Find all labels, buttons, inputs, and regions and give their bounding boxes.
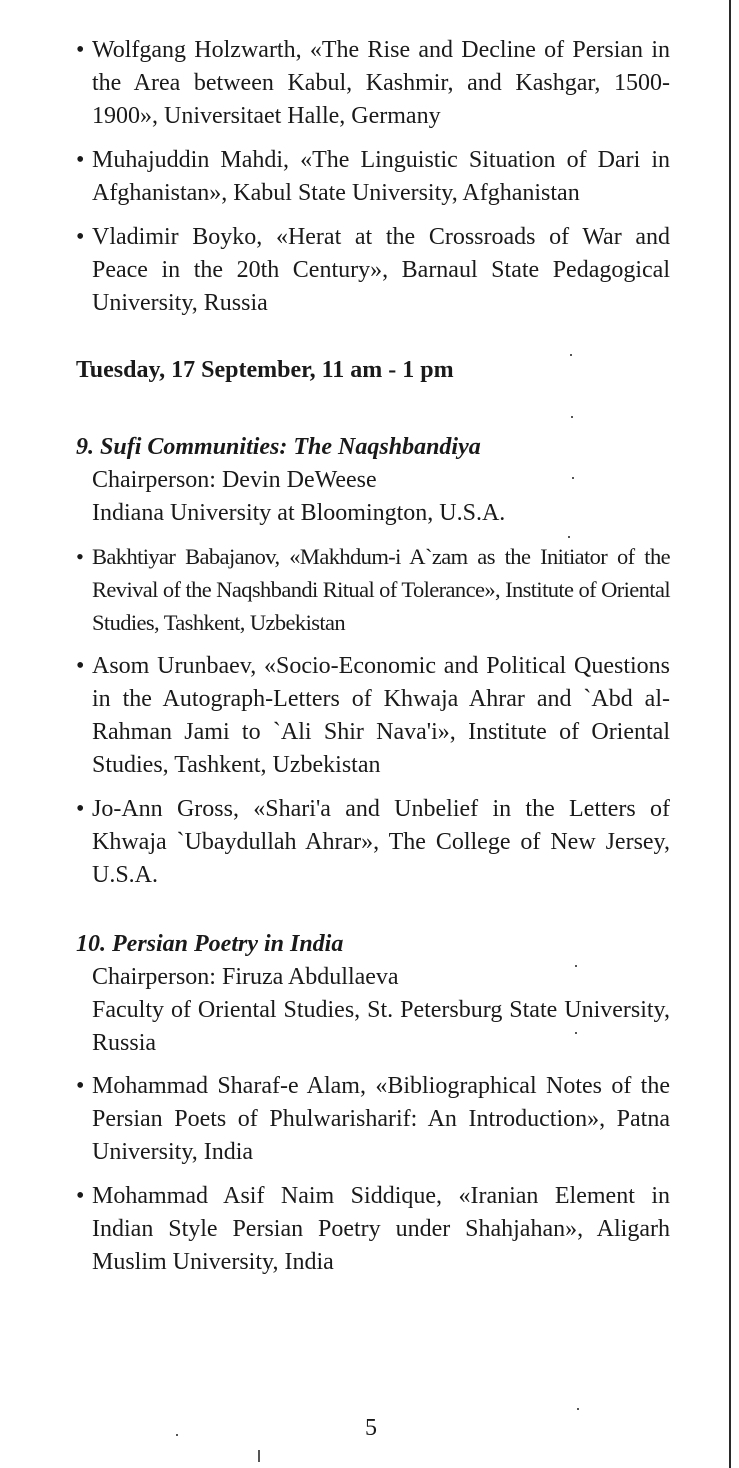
top-paper-list: [76, 34, 670, 320]
paper-text: Mohammad Asif Naim Siddique, «Iranian Element in Indian Style Persian Poetry under Shahjahan», Aligarh Muslim University, India: [92, 1183, 670, 1275]
session-title: 9. Sufi Communities: The Naqshbandiya: [76, 434, 481, 460]
session-9-papers: [76, 540, 670, 892]
scan-edge-rule: [729, 0, 731, 1468]
document-page: [76, 34, 670, 1290]
list-item: [76, 540, 670, 639]
list-item: [76, 1180, 670, 1279]
paper-text: Jo-Ann Gross, «Shari'a and Unbelief in the Letters of Khwaja `Ubaydullah Ahrar», The College of New Jersey, U.S.A.: [92, 796, 670, 888]
scan-speck: [577, 1408, 579, 1410]
paper-text: Wolfgang Holzwarth, «The Rise and Decline of Persian in the Area between Kabul, Kashmir, and Kashgar, 1500-1900», Universitaet Halle, Germany: [92, 37, 670, 129]
bullet-icon: •: [76, 1073, 85, 1099]
list-item: [76, 793, 670, 892]
list-item: [76, 34, 670, 133]
list-item: [76, 144, 670, 210]
scan-speck: [258, 1450, 260, 1462]
page-number: 5: [365, 1415, 377, 1441]
list-item: [76, 1070, 670, 1169]
session-9: [76, 431, 670, 530]
session-affiliation: Faculty of Oriental Studies, St. Petersburg State University, Russia: [92, 997, 670, 1056]
day-heading: Tuesday, 17 September, 11 am - 1 pm: [76, 357, 454, 383]
scan-speck: [176, 1434, 178, 1436]
paper-text: Mohammad Sharaf-e Alam, «Bibliographical Notes of the Persian Poets of Phulwarisharif: An Introduction», Patna University, India: [92, 1073, 670, 1165]
paper-text: Muhajuddin Mahdi, «The Linguistic Situation of Dari in Afghanistan», Kabul State University, Afghanistan: [92, 147, 670, 206]
session-affiliation: Indiana University at Bloomington, U.S.A.: [92, 500, 506, 526]
paper-text: Bakhtiyar Babajanov, «Makhdum-i A`zam as the Initiator of the Revival of the Naqshbandi Ritual of Tolerance», Institute of Oriental Studies, Tashkent, Uzbekistan: [92, 544, 670, 635]
bullet-icon: •: [76, 653, 85, 679]
session-10-papers: [76, 1070, 670, 1279]
session-10: [76, 928, 670, 1060]
bullet-icon: •: [76, 1183, 85, 1209]
paper-text: Asom Urunbaev, «Socio-Economic and Political Questions in the Autograph-Letters of Khwaja Ahrar and `Abd al-Rahman Jami to `Ali Shir Nava'i», Institute of Oriental Studies, Tashkent, Uzbekistan: [92, 653, 670, 778]
list-item: [76, 221, 670, 320]
paper-text: Vladimir Boyko, «Herat at the Crossroads of War and Peace in the 20th Century», Barnaul State Pedagogical University, Russia: [92, 224, 670, 316]
bullet-icon: •: [76, 147, 85, 173]
bullet-icon: •: [76, 796, 85, 822]
bullet-icon: •: [76, 224, 85, 250]
bullet-icon: •: [76, 544, 84, 569]
session-chair: Chairperson: Devin DeWeese: [92, 467, 377, 493]
session-chair: Chairperson: Firuza Abdullaeva: [92, 964, 399, 990]
session-title: 10. Persian Poetry in India: [76, 931, 344, 957]
list-item: [76, 650, 670, 782]
bullet-icon: •: [76, 37, 85, 63]
